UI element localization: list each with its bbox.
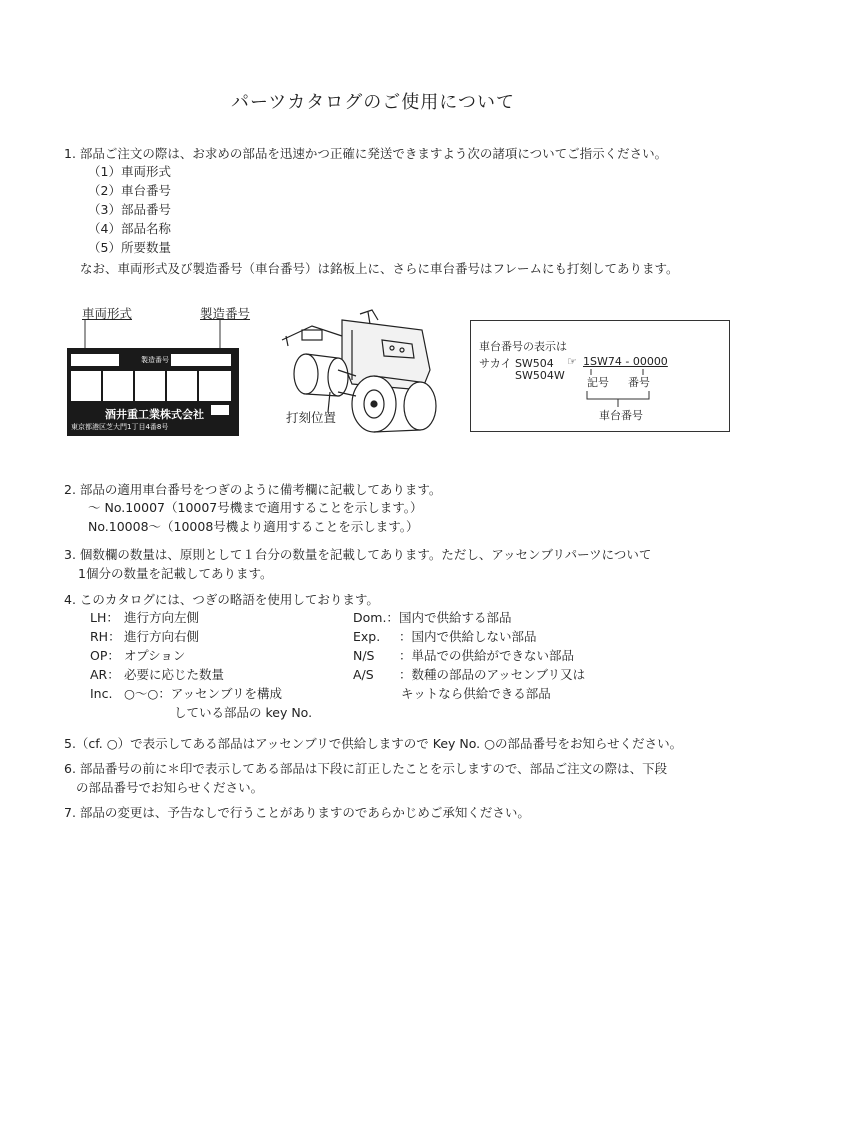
list-item: N/S ：単品での供給ができない部品 xyxy=(353,648,575,663)
section3-line1: 3. 個数欄の数量は、原則として１台分の数量を記載してあります。ただし、アッセンブリパーツについて xyxy=(64,547,652,562)
section6-line2: の部品番号でお知らせください。 xyxy=(76,780,264,795)
section1-list xyxy=(88,162,171,257)
info-number-label: 番号 xyxy=(628,376,650,389)
list-item: （2）車台番号 xyxy=(88,183,171,198)
section2-line2: No.10008～（10008号機より適用することを示します。） xyxy=(88,519,419,534)
pointer-icon: ☞ xyxy=(567,355,577,368)
label-vehicle-model: 車両形式 xyxy=(82,306,133,321)
info-serial-example: 1SW74 - 00000 xyxy=(583,355,668,368)
list-item: （4）部品名称 xyxy=(88,221,171,236)
info-model-1: サカイ SW504 xyxy=(479,357,554,370)
list-item: A/S ：数種の部品のアッセンブリ又は xyxy=(353,667,586,682)
page-title: パーツカタログのご使用について xyxy=(231,92,515,113)
list-item: LH： 進行方向左側 xyxy=(90,610,200,625)
info-heading: 車台番号の表示は xyxy=(479,340,567,353)
plate-company-logo: 酒井重工業株式会社 xyxy=(105,408,204,421)
plate-cell xyxy=(71,371,101,401)
section1-intro: 1. 部品ご注文の際は、お求めの部品を迅速かつ正確に発送できますよう次の諸項についてご指示ください。 xyxy=(64,146,668,161)
section3-line2: 1個分の数量を記載してあります。 xyxy=(78,566,273,581)
label-serial-number: 製造番号 xyxy=(200,306,251,321)
serial-info-box xyxy=(470,320,730,432)
list-item: Inc. ○～○：アッセンブリを構成 xyxy=(90,686,282,701)
plate-model-field xyxy=(71,354,119,366)
list-item: OP： オプション xyxy=(90,648,186,663)
list-item: （5）所要数量 xyxy=(88,240,171,255)
abbr-list-left xyxy=(90,608,312,722)
section5: 5.（cf. ○）で表示してある部品はアッセンブリで供給しますので Key No. ○の部品番号をお知らせください。 xyxy=(64,736,683,751)
section7: 7. 部品の変更は、予告なしで行うことがありますのであらかじめご承知ください。 xyxy=(64,805,530,820)
list-item: （3）部品番号 xyxy=(88,202,171,217)
abbr-list-right xyxy=(353,608,585,703)
info-serial-label: 車台番号 xyxy=(599,409,643,422)
list-item: （1）車両形式 xyxy=(88,164,171,179)
list-item: RH： 進行方向右側 xyxy=(90,629,200,644)
info-model-2: SW504W xyxy=(515,369,565,382)
section2-intro: 2. 部品の適用車台番号をつぎのように備考欄に記載してあります。 xyxy=(64,482,442,497)
list-item: キットなら供給できる部品 xyxy=(401,686,551,701)
plate-cell xyxy=(199,371,231,401)
plate-serial-field xyxy=(171,354,231,366)
plate-cell xyxy=(135,371,165,401)
section6-line1: 6. 部品番号の前に＊印で表示してある部品は下段に訂正したことを示しますので、部品ご注文の際は、下段 xyxy=(64,761,668,776)
plate-small-field xyxy=(211,405,229,415)
list-item: Dom.：国内で供給する部品 xyxy=(353,610,512,625)
plate-cell xyxy=(167,371,197,401)
section1-note: なお、車両形式及び製造番号（車台番号）は銘板上に、さらに車台番号はフレームにも打刻してあります。 xyxy=(80,261,679,276)
list-item: している部品の key No. xyxy=(174,705,313,720)
stamp-position-label: 打刻位置 xyxy=(286,410,337,425)
section2-line1: ～ No.10007（10007号機まで適用することを示します。） xyxy=(88,500,423,515)
section4-intro: 4. このカタログには、つぎの略語を使用しております。 xyxy=(64,592,379,607)
list-item: Exp. ：国内で供給しない部品 xyxy=(353,629,537,644)
name-plate xyxy=(67,348,239,436)
plate-cell xyxy=(103,371,133,401)
info-symbol-label: 記号 xyxy=(587,376,609,389)
plate-serial-label: 製造番号 xyxy=(141,356,169,364)
plate-address: 東京都港区芝大門1丁目4番8号 xyxy=(71,423,169,431)
list-item: AR： 必要に応じた数量 xyxy=(90,667,225,682)
